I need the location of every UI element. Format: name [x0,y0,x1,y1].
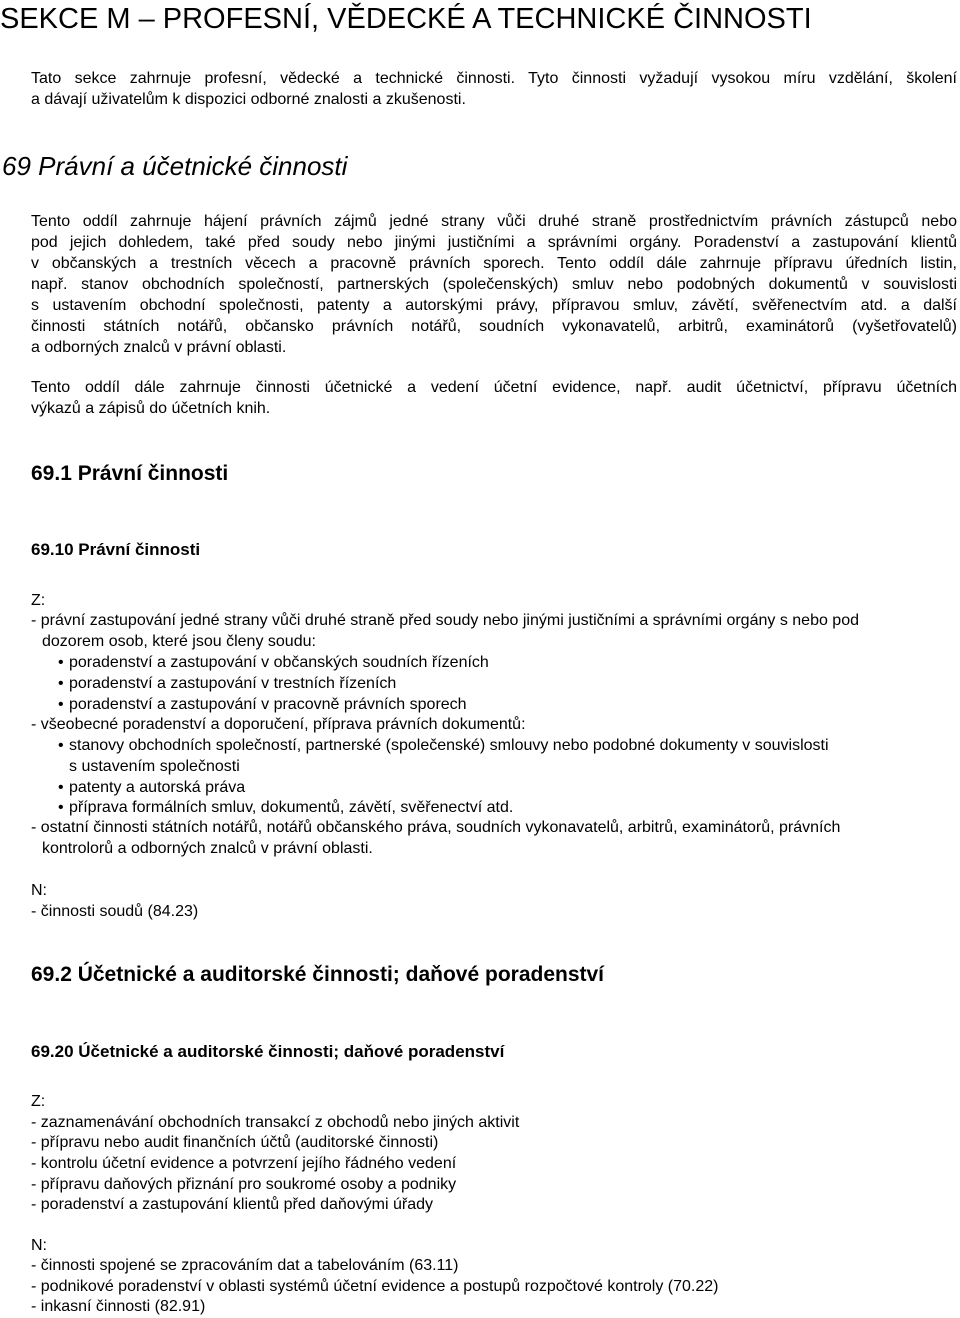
list-item-continuation: s ustavením společnosti [69,758,240,775]
list-item: - zaznamenávání obchodních transakcí z obchodů nebo jiných aktivit [31,1114,520,1131]
division-heading: 69 Právní a účetnické činnosti [2,151,348,181]
list-item-text: stanovy obchodních společností, partnerské (společenské) smlouvy nebo podobné dokumenty v souvislosti [69,737,829,754]
list-item [58,797,514,818]
dash-item: - právní zastupování jedné strany vůči druhé straně před soudy nebo jinými justičními a správními orgány s nebo pod [31,612,859,629]
list-item: - poradenství a zastupování klientů před daňovými úřady [31,1196,434,1213]
list-item-text: patenty a autorská práva [69,779,246,796]
excluded-item: - inkasní činnosti (82.91) [31,1298,206,1315]
n-label: N: [31,882,47,899]
list-item: - přípravu nebo audit finančních účtů (auditorské činnosti) [31,1134,439,1151]
list-item: - kontrolu účetní evidence a potvrzení jejího řádného vedení [31,1155,457,1172]
class-6910-heading: 69.10 Právní činnosti [31,540,201,559]
paragraph-line: v občanských a trestních věcech a pracovně právních sporech. Tento oddíl dále zahrnuje přípravu úředních listin, [31,255,957,272]
bullet-icon: • [58,654,64,671]
paragraph-line: výkazů a zápisů do účetních knih. [31,400,271,417]
intro-line-1: Tato sekce zahrnuje profesní, vědecké a technické činnosti. Tyto činnosti vyžadují vysokou míru vzdělání, školení [31,70,957,87]
class-6920-heading: 69.20 Účetnické a auditorské činnosti; daňové poradenství [31,1042,505,1061]
intro-line-2: a dávají uživatelům k dispozici odborné znalosti a zkušenosti. [31,91,466,108]
list-item [58,694,467,715]
z-label: Z: [31,592,46,609]
section-title: SEKCE M – PROFESNÍ, VĚDECKÉ A TECHNICKÉ ČINNOSTI [0,3,812,35]
paragraph-line: Tento oddíl zahrnuje hájení právních zájmů jedné strany vůči druhé straně prostřednictvím právních zástupců nebo [31,213,957,230]
list-item [58,652,489,673]
dash-item: - ostatní činnosti státních notářů, notářů občanského práva, soudních vykonavatelů, arbitrů, examinátorů, právních [31,819,841,836]
list-item [58,735,829,756]
bullet-icon: • [58,799,64,816]
paragraph-line: a odborných znalců v právní oblasti. [31,339,287,356]
list-item [58,673,397,694]
z-label: Z: [31,1093,46,1110]
list-item-text: poradenství a zastupování v občanských soudních řízeních [69,654,489,671]
excluded-item: - činnosti soudů (84.23) [31,903,199,920]
n-label: N: [31,1237,47,1254]
paragraph-line: s ustavením obchodní společnosti, patenty a autorskými právy, přípravou smluv, závětí, svěřenectvím atd. a další [31,297,957,314]
excluded-item: - podnikové poradenství v oblasti systémů účetní evidence a postupů rozpočtové kontroly (70.22) [31,1278,719,1295]
paragraph-line: Tento oddíl dále zahrnuje činnosti účetnické a vedení účetní evidence, např. audit účetnictví, přípravu účetních [31,379,957,396]
list-item: - přípravu daňových přiznání pro soukromé osoby a podniky [31,1176,457,1193]
list-item-text: poradenství a zastupování v pracovně právních sporech [69,696,467,713]
dash-item: - všeobecné poradenství a doporučení, příprava právních dokumentů: [31,716,526,733]
bullet-icon: • [58,675,64,692]
dash-item-continuation: kontrolorů a odborných znalců v právní oblasti. [42,840,373,857]
paragraph-line: činnosti státních notářů, občansko právních notářů, soudních vykonavatelů, arbitrů, examinátorů (vyšetřovatelů) [31,318,957,335]
bullet-icon: • [58,779,64,796]
bullet-icon: • [58,696,64,713]
list-item [58,777,246,798]
paragraph-line: např. stanov obchodních společností, partnerských (společenských) smluv nebo podobných dokumentů v souvislosti [31,276,957,293]
group-691-heading: 69.1 Právní činnosti [31,462,229,485]
excluded-item: - činnosti spojené se zpracováním dat a tabelováním (63.11) [31,1257,459,1274]
paragraph-line: pod jejich dohledem, také před soudy nebo jinými justičními a správními orgány. Poradenství a zastupování klientů [31,234,957,251]
bullet-icon: • [58,737,64,754]
dash-item-continuation: dozorem osob, které jsou členy soudu: [42,633,316,650]
list-item-text: příprava formálních smluv, dokumentů, závětí, svěřenectví atd. [69,799,514,816]
group-692-heading: 69.2 Účetnické a auditorské činnosti; daňové poradenství [31,963,605,986]
list-item-text: poradenství a zastupování v trestních řízeních [69,675,397,692]
